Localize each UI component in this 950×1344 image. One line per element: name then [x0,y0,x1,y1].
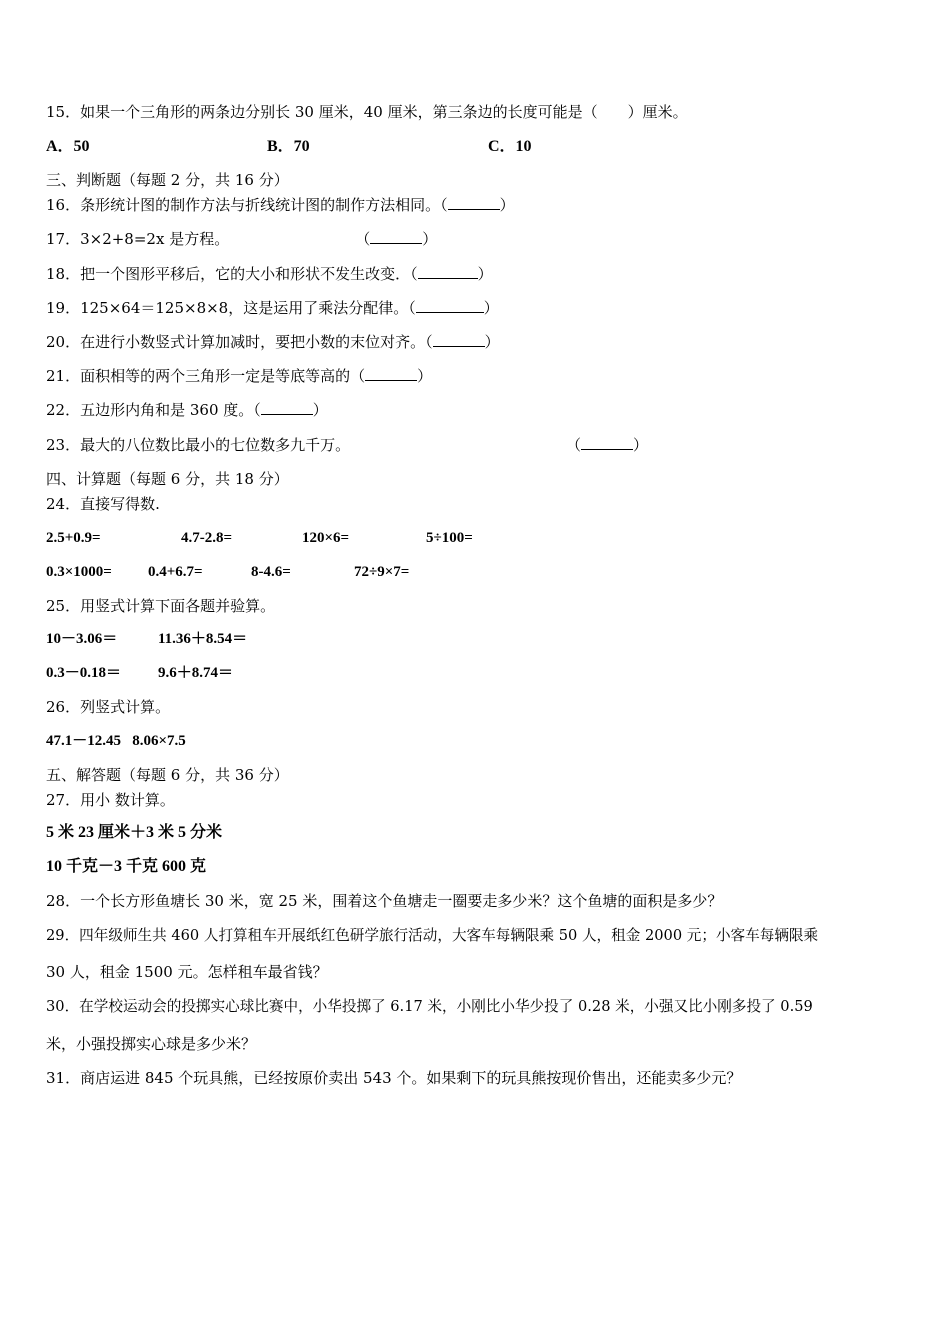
section-4-heading: 四、计算题（每题 6 分，共 18 分） [46,470,289,488]
question-20 [46,332,500,352]
q16-paren-close: ） [499,196,515,214]
question-16 [46,195,515,215]
section-3-heading: 三、判断题（每题 2 分，共 16 分） [46,171,289,189]
q19-paren-close: ） [483,299,499,317]
q15-option-b[interactable]: B．70 [267,138,310,155]
q24-item: 0.4+6.7= [148,564,203,580]
section-5-heading: 五、解答题（每题 6 分，共 36 分） [46,766,289,784]
q18-text: 18．把一个图形平移后，它的大小和形状不发生改变．（ [46,265,418,283]
question-26-title: 26．列竖式计算。 [46,698,171,716]
q23-paren-close: ） [633,436,649,454]
q24-item: 8-4.6= [251,564,291,580]
q27-line-2: 10 千克－3 千克 600 克 [46,858,207,875]
q18-paren-close: ） [477,265,493,283]
q24-item: 0.3×1000= [46,564,112,580]
question-31: 31．商店运进 845 个玩具熊，已经按原价卖出 543 个。如果剩下的玩具熊按现价售出，还能卖多少元？ [46,1069,742,1087]
question-30-line-1: 30．在学校运动会的投掷实心球比赛中，小华投掷了 6.17 米，小刚比小华少投了 0.28 米，小强又比小刚多投了 0.59 [46,998,813,1015]
q22-text: 22．五边形内角和是 360 度。（ [46,401,261,419]
q23-answer-blank[interactable] [581,435,633,450]
q19-answer-blank[interactable] [416,298,484,313]
q25-item: 0.3－0.18＝ [46,665,122,681]
question-22 [46,400,328,420]
q19-text: 19．125×64＝125×8×8，这是运用了乘法分配律。（ [46,299,416,317]
q24-item: 5÷100= [426,530,473,546]
q22-answer-blank[interactable] [261,400,313,415]
question-30-line-2: 米，小强投掷实心球是多少米？ [46,1035,257,1053]
question-29-line-2: 30 人，租金 1500 元。怎样租车最省钱？ [46,963,328,981]
q20-paren-close: ） [484,333,500,351]
q16-answer-blank[interactable] [448,195,500,210]
question-18 [46,264,493,284]
q15-option-a[interactable]: A．50 [46,138,90,155]
question-25-title: 25．用竖式计算下面各题并验算。 [46,597,276,615]
question-15: 15．如果一个三角形的两条边分别长 30 厘米，40 厘米，第三条边的长度可能是（ ）厘米。 [46,103,688,121]
q25-item: 11.36＋8.54＝ [158,631,248,647]
q22-paren-close: ） [312,401,328,419]
q17-answer-blank[interactable] [370,229,422,244]
q21-answer-blank[interactable] [365,366,417,381]
q21-text: 21．面积相等的两个三角形一定是等底等高的（ [46,367,366,385]
question-28: 28．一个长方形鱼塘长 30 米，宽 25 米，围着这个鱼塘走一圈要走多少米？这个鱼塘的面积是多少？ [46,892,723,910]
q16-text: 16．条形统计图的制作方法与折线统计图的制作方法相同。（ [46,196,448,214]
q26-item: 47.1－12.45 8.06×7.5 [46,733,186,749]
q25-item: 9.6＋8.74＝ [158,665,234,681]
q15-option-c[interactable]: C．10 [488,138,532,155]
q23-text: 23．最大的八位数比最小的七位数多九千万。 [46,436,351,454]
question-24-title: 24．直接写得数. [46,495,160,513]
q24-item: 4.7-2.8= [181,530,233,546]
q20-answer-blank[interactable] [433,332,485,347]
q27-line-1: 5 米 23 厘米＋3 米 5 分米 [46,824,223,841]
q18-answer-blank[interactable] [418,264,478,279]
q24-item: 2.5+0.9= [46,530,101,546]
q17-paren-close: ） [422,230,438,248]
question-27-title: 27．用小 数计算。 [46,791,175,809]
question-21 [46,366,432,386]
question-19 [46,298,499,318]
q24-item: 72÷9×7= [354,564,410,580]
q21-paren-close: ） [417,367,433,385]
q23-answer: （ ） [566,436,649,454]
q24-item: 120×6= [302,530,350,546]
q20-text: 20．在进行小数竖式计算加减时，要把小数的末位对齐。（ [46,333,433,351]
question-23 [46,435,350,455]
q17-text: 17．3×2+8=2x 是方程。 [46,230,230,248]
question-17: 17．3×2+8=2x 是方程。 （ ） [46,230,438,248]
q25-item: 10－3.06＝ [46,631,118,647]
question-29-line-1: 29．四年级师生共 460 人打算租车开展纸红色研学旅行活动，大客车每辆限乘 50 人，租金 2000 元；小客车每辆限乘 [46,927,819,944]
